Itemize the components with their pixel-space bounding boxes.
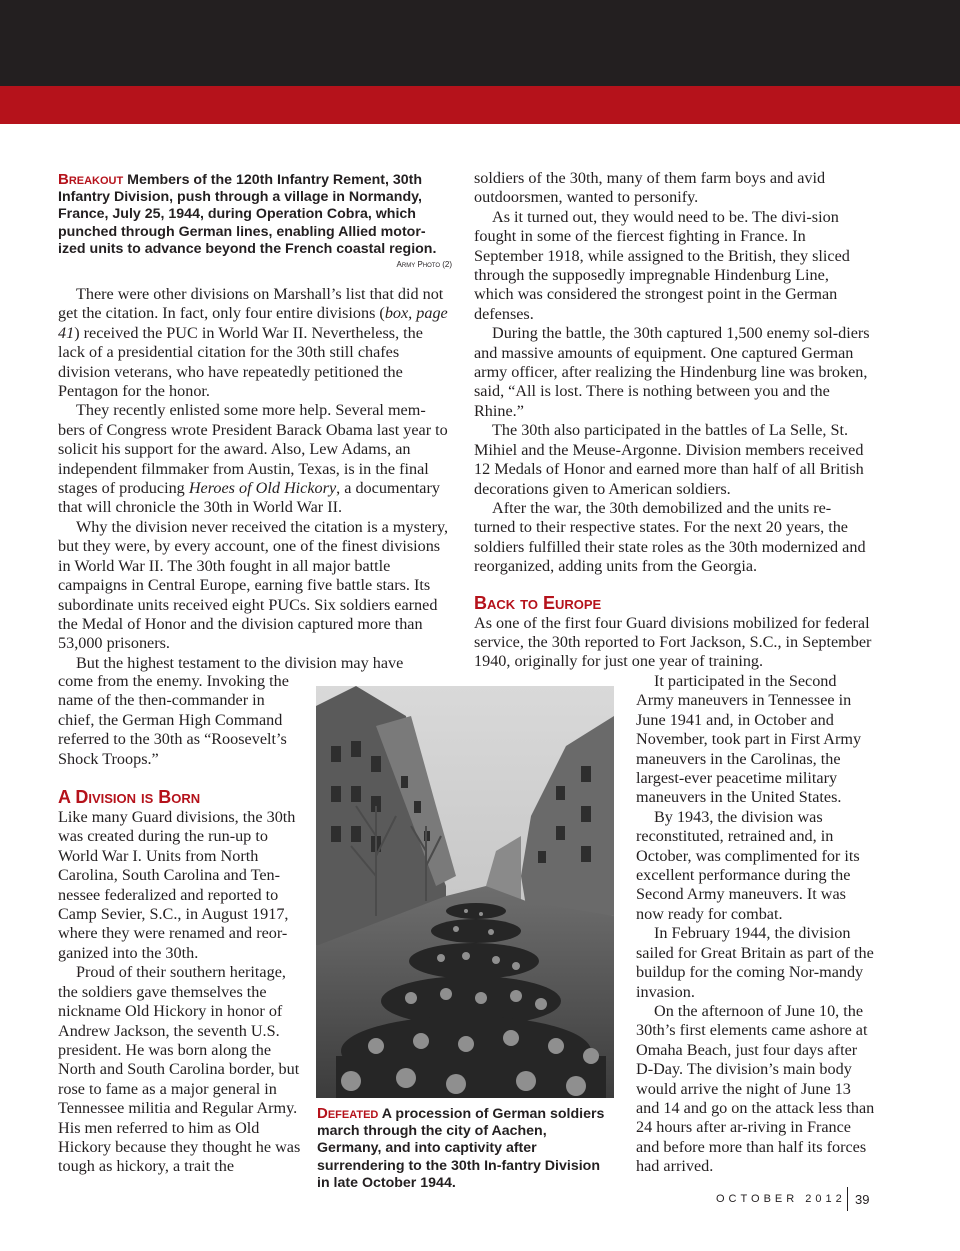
paragraph: But the highest testament to the division may have — [76, 653, 404, 672]
section-heading: Back to Europe — [474, 592, 602, 613]
paragraph: Why the division never received the citation is a mystery, but they were, by every account, one of the finest divisions in World War II. The 30th fought in all major battle campaigns in Central Europe, earning five battle stars. Its subordinate units received eight PUCs. Six soldiers earned the Medal of Honor and the division captured more than 53,000 prisoners. — [58, 517, 449, 653]
paragraph: By 1943, the division was reconstituted, retrained and, in October, was complimented for its excellent performance during the Second Army maneuvers. It was now ready for combat. — [636, 807, 860, 923]
text-line: referred to the 30th as “Roosevelt’s — [58, 730, 287, 749]
page-number: 39 — [855, 1192, 870, 1207]
paragraph: Proud of their southern heritage, the soldiers gave themselves the nickname Old Hickory in honor of Andrew Jackson, the seventh U.S. president. He was born along the North and South Carolina border, but rose to fame as a major general in Tennessee militia and Regular Army. His men referred to him as Old Hickory because they thought he was tough as hickory, a trait the — [58, 963, 301, 1176]
paragraph: In February 1944, the division sailed for Great Britain as part of the buildup for the coming Nor-mandy invasion. — [636, 924, 874, 1001]
right-column-body — [474, 169, 872, 672]
aachen-procession-photo — [316, 686, 614, 1098]
top-black-band — [0, 0, 960, 86]
left-column-narrow — [58, 672, 308, 1177]
paragraph: They recently enlisted some more help. Several mem-bers of Congress wrote President Barack Obama last year to solicit his support for the award. Also, Lew Adams, an independent filmmaker from Austin, Texas, is in the final stages of producing Heroes of Old Hickory, a documentary that will chronicle the 30th in World War II. — [58, 401, 448, 517]
paragraph: There were other divisions on Marshall’s list that did not get the citation. In fact, only four entire divisions (box, page 41) received the PUC in World War II. Nevertheless, the lack of a presidential citation for the 30th still chafes division veterans, who have repeatedly petitioned the Pentagon for the honor. — [58, 285, 448, 401]
text-line: Shock Troops.” — [58, 749, 159, 768]
caption-kicker: Defeated — [317, 1105, 379, 1122]
caption-text: A procession of German soldiers march through the city of Aachen, Germany, and into captivity after surrendering to the 30th In-fantry Division in late October 1944. — [317, 1106, 605, 1191]
footer-divider — [847, 1187, 848, 1211]
section-heading: A Division is Born — [58, 787, 201, 808]
top-red-band — [0, 86, 960, 124]
caption-kicker: Breakout — [58, 171, 124, 188]
paragraph: After the war, the 30th demobilized and the units re-turned to their respective states. For the next 20 years, the soldiers fulfilled their state roles as the 30th modernized and reorganized, adding units from the Georgia. — [474, 498, 866, 576]
paragraph: soldiers of the 30th, many of them farm boys and avid outdoorsmen, wanted to personify. — [474, 169, 826, 207]
top-photo-caption — [58, 171, 452, 269]
left-column-body — [58, 285, 452, 673]
paragraph: As it turned out, they would need to be. The divi-sion fought in some of the fiercest fighting in France. In September 1918, while assigned to the British, they sliced through the supposedly impregnable Hindenburg Line, which was considered the strongest point in the German defenses. — [474, 207, 850, 323]
paragraph: On the afternoon of June 10, the 30th’s first elements came ashore at Omaha Beach, just four days after D-Day. The division’s main body would arrive the night of June 13 and 14 and go on the attack less than 24 hours after ar-riving in France and before more than half its forces had arrived. — [636, 1001, 875, 1176]
text-line: chief, the German High Command — [58, 710, 283, 729]
issue-date: OCTOBER 2012 — [716, 1193, 846, 1205]
right-column-narrow — [636, 672, 876, 1177]
paragraph: As one of the first four Guard divisions mobilized for federal service, the 30th reported to Fort Jackson, S.C., in September 1940, originally for just one year of training. — [474, 613, 872, 671]
paragraph: During the battle, the 30th captured 1,500 enemy sol-diers and massive amounts of equipment. One captured German army officer, after realizing the Hindenburg line was broken, said, “All is lost. There is nothing between you and the Rhine.” — [474, 324, 870, 420]
photo-caption — [317, 1105, 613, 1192]
paragraph: It participated in the Second Army maneuvers in Tennessee in June 1941 and, in October and November, took part in First Army maneuvers in the Carolinas, the largest-ever peacetime military maneuvers in the United States. — [636, 672, 862, 807]
paragraph: Like many Guard divisions, the 30th was created during the run-up to World War I. Units from North Carolina, South Carolina and Ten-nessee federalized and reported to Camp Sevier, S.C., in August 1917, where they were renamed and reor-ganized into the 30th. — [58, 808, 296, 962]
text-line: come from the enemy. Invoking the — [58, 672, 289, 690]
caption-text: Members of the 120th Infantry Rement, 30th Infantry Division, push through a village in Normandy, France, July 25, 1944, during Operation Cobra, which punched through German lines, enabling Allied motor-ized units to advance beyond the French coastal region. — [58, 172, 437, 257]
paragraph: The 30th also participated in the battles of La Selle, St. Mihiel and the Meuse-Argonne. Division members received 12 Medals of Honor and earned more than half of all British decorations given to American soldiers. — [474, 421, 864, 498]
text-line: name of the then-commander in — [58, 691, 265, 710]
photo-credit: Army Photo (2) — [396, 260, 452, 270]
